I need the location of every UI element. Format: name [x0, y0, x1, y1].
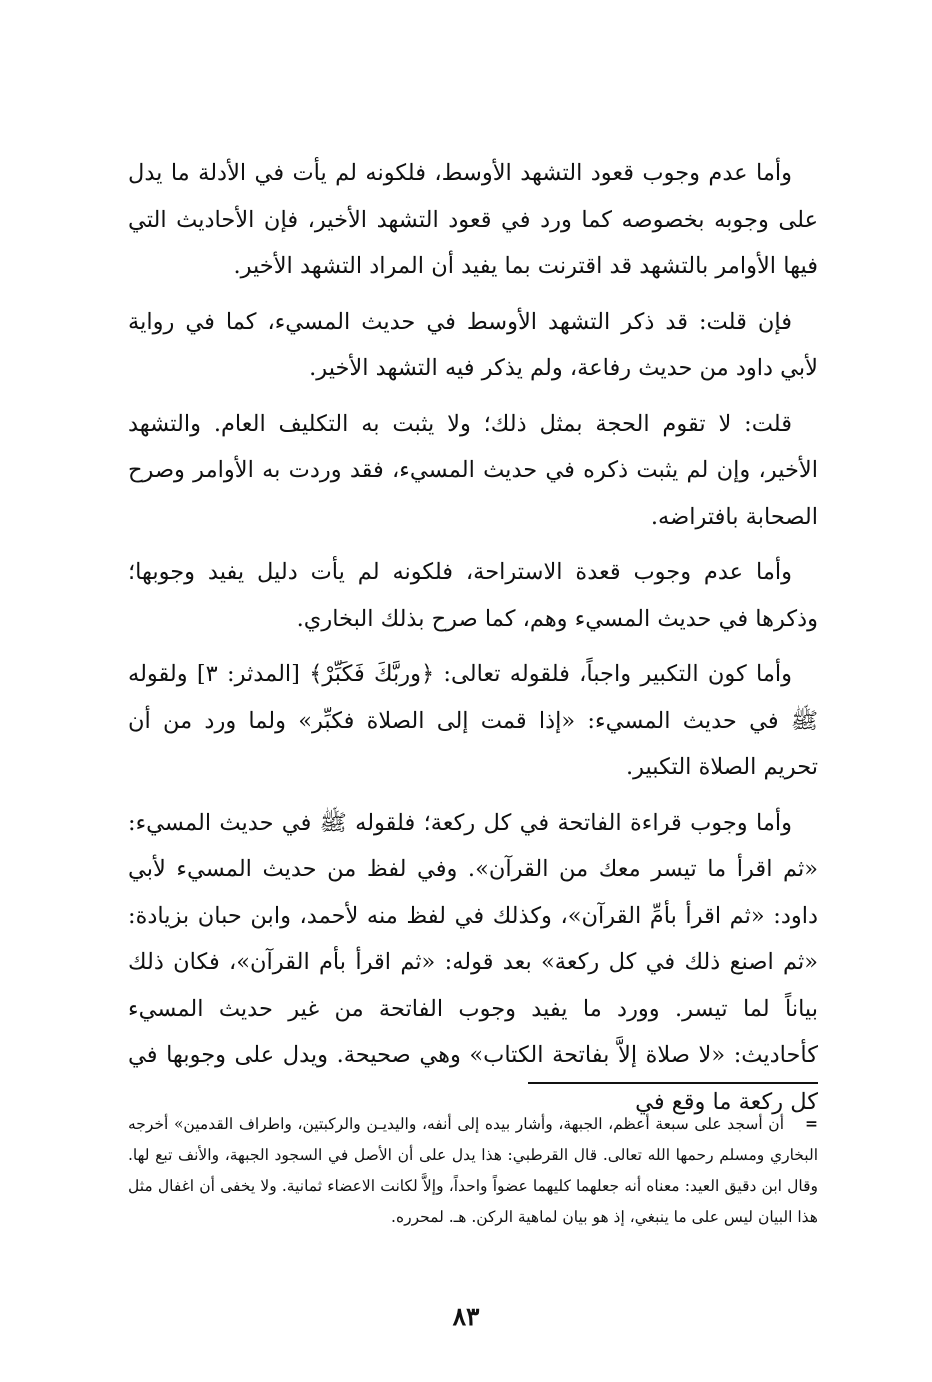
paragraph-takbir: وأما كون التكبير واجباً، فلقوله تعالى: ﴿وربَّكَ فَكَبِّرْ﴾ [المدثر: ٣] ولقوله ﷺ في حديث المسيء: «إذا قمت إلى الصلاة فكبِّر» ولما ورد من أن تحريم الصلاة التكبير. — [128, 661, 818, 780]
page-number: ٨٣ — [452, 1302, 480, 1331]
paragraph-reply: قلت: لا تقوم الحجة بمثل ذلك؛ ولا يثبت به التكليف العام. والتشهد الأخير، وإن لم يثبت ذكره في حديث المسيء، فقد وردت به الأوامر وصرح الصحابة بافتراضه. — [128, 410, 818, 530]
footnote-separator — [528, 1082, 818, 1084]
paragraph-fatiha: وأما وجوب قراءة الفاتحة في كل ركعة؛ فلقوله ﷺ في حديث المسيء: «ثم اقرأ ما تيسر معك من القرآن». وفي لفظ من حديث المسيء لأبي داود: «ثم اقرأ بأمِّ القرآن»، وكذلك في لفظ منه لأحمد، وابن حبان بزيادة: «ثم اصنع ذلك في كل ركعة» بعد قوله: «ثم اقرأ بأم القرآن»، فكان ذلك بياناً لما تيسر. وورد ما يفيد وجوب الفاتحة من غير حديث المسيء كأحاديث: «لا صلاة إلاَّ بفاتحة الكتاب» وهي صحيحة. ويدل على وجوبها في كل ركعة ما وقع في — [128, 809, 818, 1115]
main-text — [128, 150, 818, 1134]
paragraph-objection: فإن قلت: قد ذكر التشهد الأوسط في حديث المسيء، كما في رواية لأبي داود من حديث رفاعة، ولم يذكر فيه التشهد الأخير. — [128, 308, 818, 381]
footnote-continuation-marker: = — [805, 1114, 818, 1133]
footnote — [128, 1108, 818, 1233]
paragraph-middle-tashahhud: وأما عدم وجوب قعود التشهد الأوسط، فلكونه لم يأت في الأدلة ما يدل على وجوبه بخصوصه كما ورد في قعود التشهد الأخير، فإن الأحاديث التي فيها الأوامر بالتشهد قد اقترنت بما يفيد أن المراد التشهد الأخير. — [128, 160, 818, 279]
paragraph-rest-sitting: وأما عدم وجوب قعدة الاستراحة، فلكونه لم يأت دليل يفيد وجوبها؛ وذكرها في حديث المسيء وهم، كما صرح بذلك البخاري. — [128, 559, 818, 632]
footnote-text: أن أسجد على سبعة أعظم، الجبهة، وأشار بيده إلى أنفه، واليديـن والركبتين، واطراف القدمين» أخرجه البخاري ومسلم رحمها الله تعالى. قال القرطبي: هذا يدل على أن الأصل في السجود الجبهة، والأنف تبع لها. وقال ابن دقيق العيد: معناه أنه جعلهما كليهما عضواً واحداً، وإلاَّ لكانت الاعضاء ثمانية. ولا يخفى أن اغفال مثل هذا البيان ليس على ما ينبغي، إذ هو بيان لماهية الركن. هـ. لمحرره. — [128, 1115, 818, 1226]
